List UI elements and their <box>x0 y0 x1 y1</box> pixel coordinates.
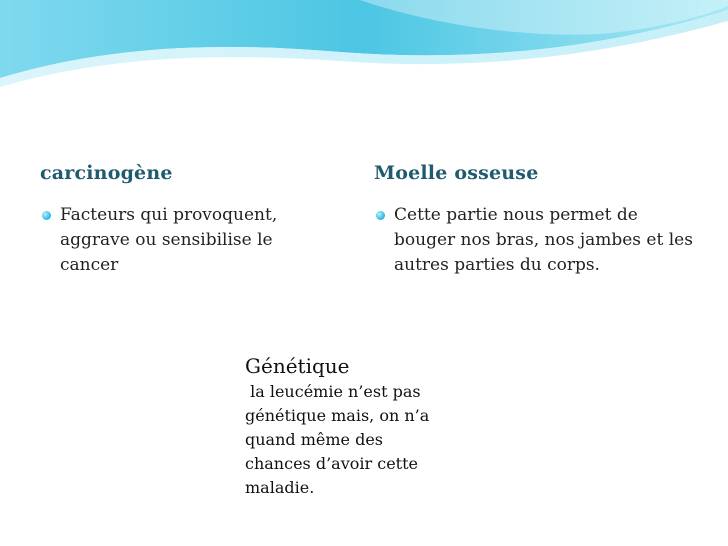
heading-genetique: Génétique <box>245 354 350 378</box>
left-bullet-text: Facteurs qui provoquent, aggrave ou sensibilise le cancer <box>60 205 278 275</box>
right-bullet-text: Cette partie nous permet de bouger nos bras, nos jambes et les autres parties du corps. <box>394 205 693 275</box>
bullet-icon <box>42 211 51 220</box>
genetique-text: la leucémie n’est pas génétique mais, on n’a quand même des chances d’avoir cette maladie. <box>245 382 435 497</box>
right-bullet-item <box>374 203 694 278</box>
left-bullet-item <box>40 203 310 278</box>
heading-carcinogene: carcinogène <box>40 162 173 184</box>
bullet-icon <box>376 211 385 220</box>
header-wave-decoration <box>0 0 728 110</box>
heading-moelle-osseuse: Moelle osseuse <box>374 162 539 184</box>
